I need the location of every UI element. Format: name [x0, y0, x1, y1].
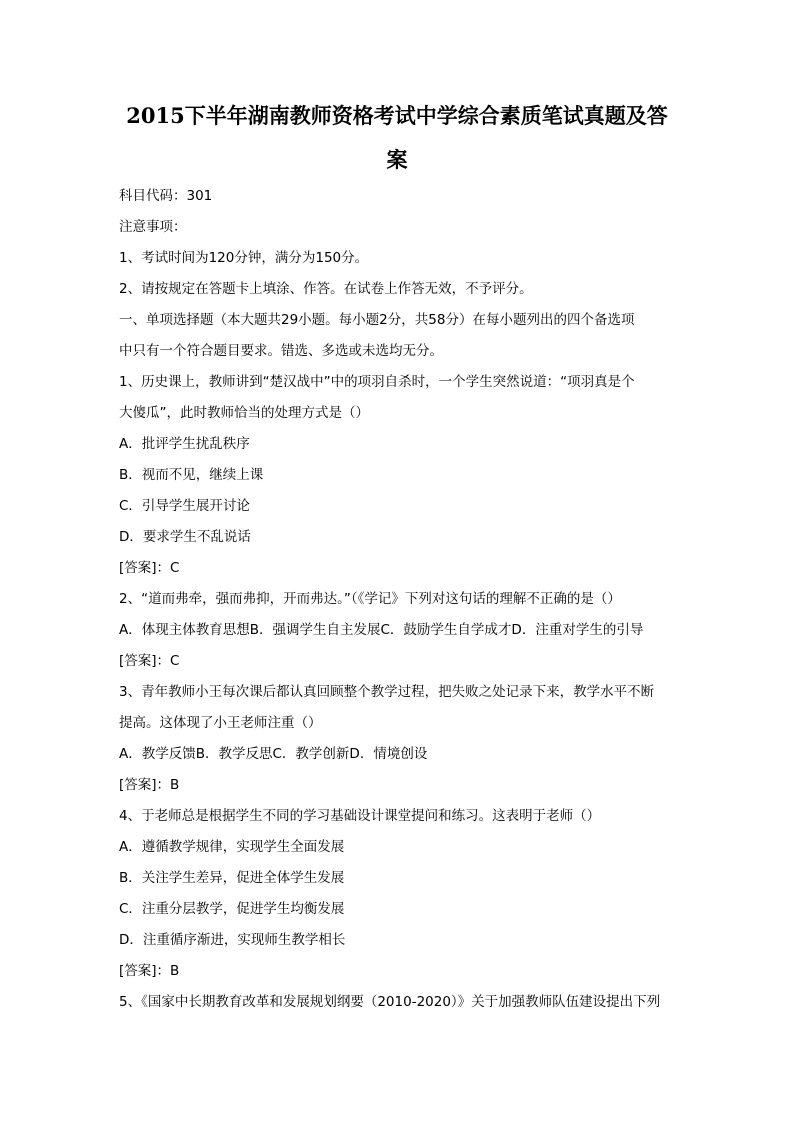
question-3-stem-line-1: 3、青年教师小王每次课后都认真回顾整个教学过程，把失败之处记录下来，教学水平不断: [119, 684, 655, 700]
question-4-option-b: B．关注学生差异，促进全体学生发展: [119, 870, 345, 886]
document-title-line-2: 案: [386, 147, 408, 172]
question-1-answer: [答案]：C: [119, 560, 180, 576]
question-2-stem: 2、“道而弗牵，强而弗抑，开而弗达。”（《学记》下列对这句话的理解不正确的是（）: [119, 591, 621, 607]
question-1-option-a: A．批评学生扰乱秩序: [119, 436, 250, 452]
question-2-options: A．体现主体教育思想B．强调学生自主发展C．鼓励学生自学成才D．注重对学生的引导: [119, 622, 644, 638]
question-2-answer: [答案]：C: [119, 653, 180, 669]
question-3-answer: [答案]：B: [119, 777, 180, 793]
subject-code: 科目代码：301: [119, 188, 213, 204]
question-1-option-c: C．引导学生展开讨论: [119, 498, 250, 514]
question-4-answer: [答案]：B: [119, 963, 180, 979]
question-3-stem-line-2: 提高。这体现了小王老师注重（）: [119, 715, 322, 731]
question-5-stem-line-1: 5、《国家中长期教育改革和发展规划纲要（2010-2020）》关于加强教师队伍建设提出下列: [119, 994, 661, 1010]
section-1-instructions-line-2: 中只有一个符合题目要求。错选、多选或未选均无分。: [119, 343, 443, 359]
document-title-line-1: 2015下半年湖南教师资格考试中学综合素质笔试真题及答: [126, 103, 668, 128]
notice-item-1: 1、考试时间为120分钟，满分为150分。: [119, 250, 369, 266]
question-3-options: A．教学反馈B．教学反思C．教学创新D．情境创设: [119, 746, 428, 762]
question-1-stem-line-2: 大傻瓜”，此时教师恰当的处理方式是（）: [119, 405, 369, 421]
notice-heading: 注意事项：: [119, 219, 187, 235]
question-1-option-d: D．要求学生不乱说话: [119, 529, 251, 545]
question-1-option-b: B．视而不见，继续上课: [119, 467, 264, 483]
notice-item-2: 2、请按规定在答题卡上填涂、作答。在试卷上作答无效，不予评分。: [119, 281, 533, 297]
question-4-stem: 4、于老师总是根据学生不同的学习基础设计课堂提问和练习。这表明于老师（）: [119, 808, 601, 824]
question-1-stem-line-1: 1、历史课上，教师讲到“楚汉战中”中的项羽自杀时，一个学生突然说道：“项羽真是个: [119, 374, 635, 390]
question-4-option-a: A．遵循教学规律，实现学生全面发展: [119, 839, 345, 855]
question-4-option-d: D．注重循序渐进，实现师生教学相长: [119, 932, 346, 948]
question-4-option-c: C．注重分层教学，促进学生均衡发展: [119, 901, 345, 917]
section-1-instructions-line-1: 一、单项选择题（本大题共29小题。每小题2分，共58分）在每小题列出的四个备选项: [119, 312, 635, 328]
